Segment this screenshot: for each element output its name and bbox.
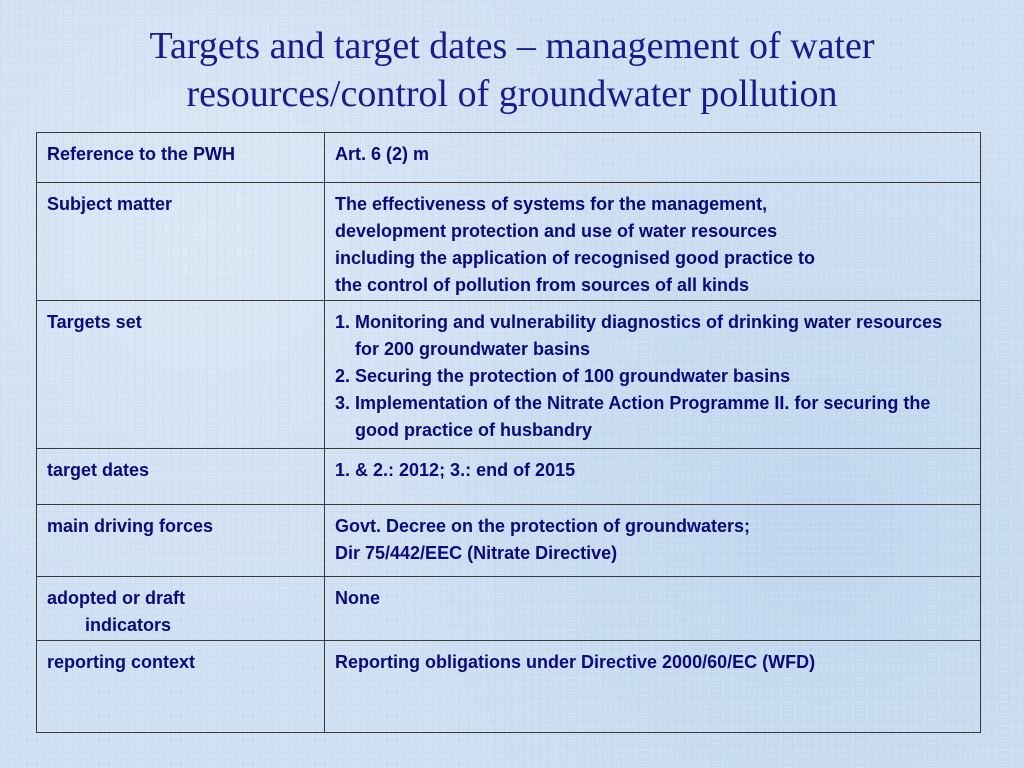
row-key-target-dates: target dates: [37, 449, 325, 505]
target-item-3: 3. Implementation of the Nitrate Action Programme II. for securing the good practice of husbandry: [335, 393, 931, 440]
driving-force-line-2: Dir 75/442/EEC (Nitrate Directive): [335, 543, 618, 563]
row-value-indicators: None: [325, 577, 981, 641]
target-item-2: 2. Securing the protection of 100 groundwater basins: [335, 366, 791, 386]
page-title: [0, 22, 1024, 118]
row-key-targets: Targets set: [37, 301, 325, 449]
driving-force-line-1: Govt. Decree on the protection of groundwaters;: [335, 516, 751, 536]
row-value-targets: [325, 301, 981, 449]
title-line-1: Targets and target dates – management of water: [149, 25, 875, 67]
info-table: [36, 132, 981, 733]
row-value-subject: [325, 183, 981, 301]
row-key-subject: Subject matter: [37, 183, 325, 301]
row-value-driving-forces: [325, 505, 981, 577]
table-row: [37, 449, 981, 505]
row-value-reference: Art. 6 (2) m: [325, 133, 981, 183]
subject-line-2: development protection and use of water resources: [335, 221, 778, 241]
row-value-target-dates: 1. & 2.: 2012; 3.: end of 2015: [325, 449, 981, 505]
table-row: [37, 133, 981, 183]
row-key-reporting: reporting context: [37, 641, 325, 733]
row-value-reporting: Reporting obligations under Directive 2000/60/EC (WFD): [325, 641, 981, 733]
row-key-indicators: [37, 577, 325, 641]
info-table-container: [36, 132, 981, 733]
title-line-2: resources/control of groundwater pollution: [186, 73, 838, 115]
subject-line-4: the control of pollution from sources of all kinds: [335, 275, 750, 295]
indicators-key-line-2: indicators: [85, 615, 172, 635]
indicators-key-line-1: adopted or draft: [47, 588, 185, 608]
subject-line-3: including the application of recognised good practice to: [335, 248, 816, 268]
target-item-1: 1. Monitoring and vulnerability diagnostics of drinking water resources for 200 groundwater basins: [335, 312, 943, 359]
subject-line-1: The effectiveness of systems for the management,: [335, 194, 768, 214]
table-row: [37, 577, 981, 641]
row-key-driving-forces: main driving forces: [37, 505, 325, 577]
table-row: [37, 183, 981, 301]
row-key-reference: Reference to the PWH: [37, 133, 325, 183]
table-row: [37, 505, 981, 577]
table-row: [37, 641, 981, 733]
table-row: [37, 301, 981, 449]
